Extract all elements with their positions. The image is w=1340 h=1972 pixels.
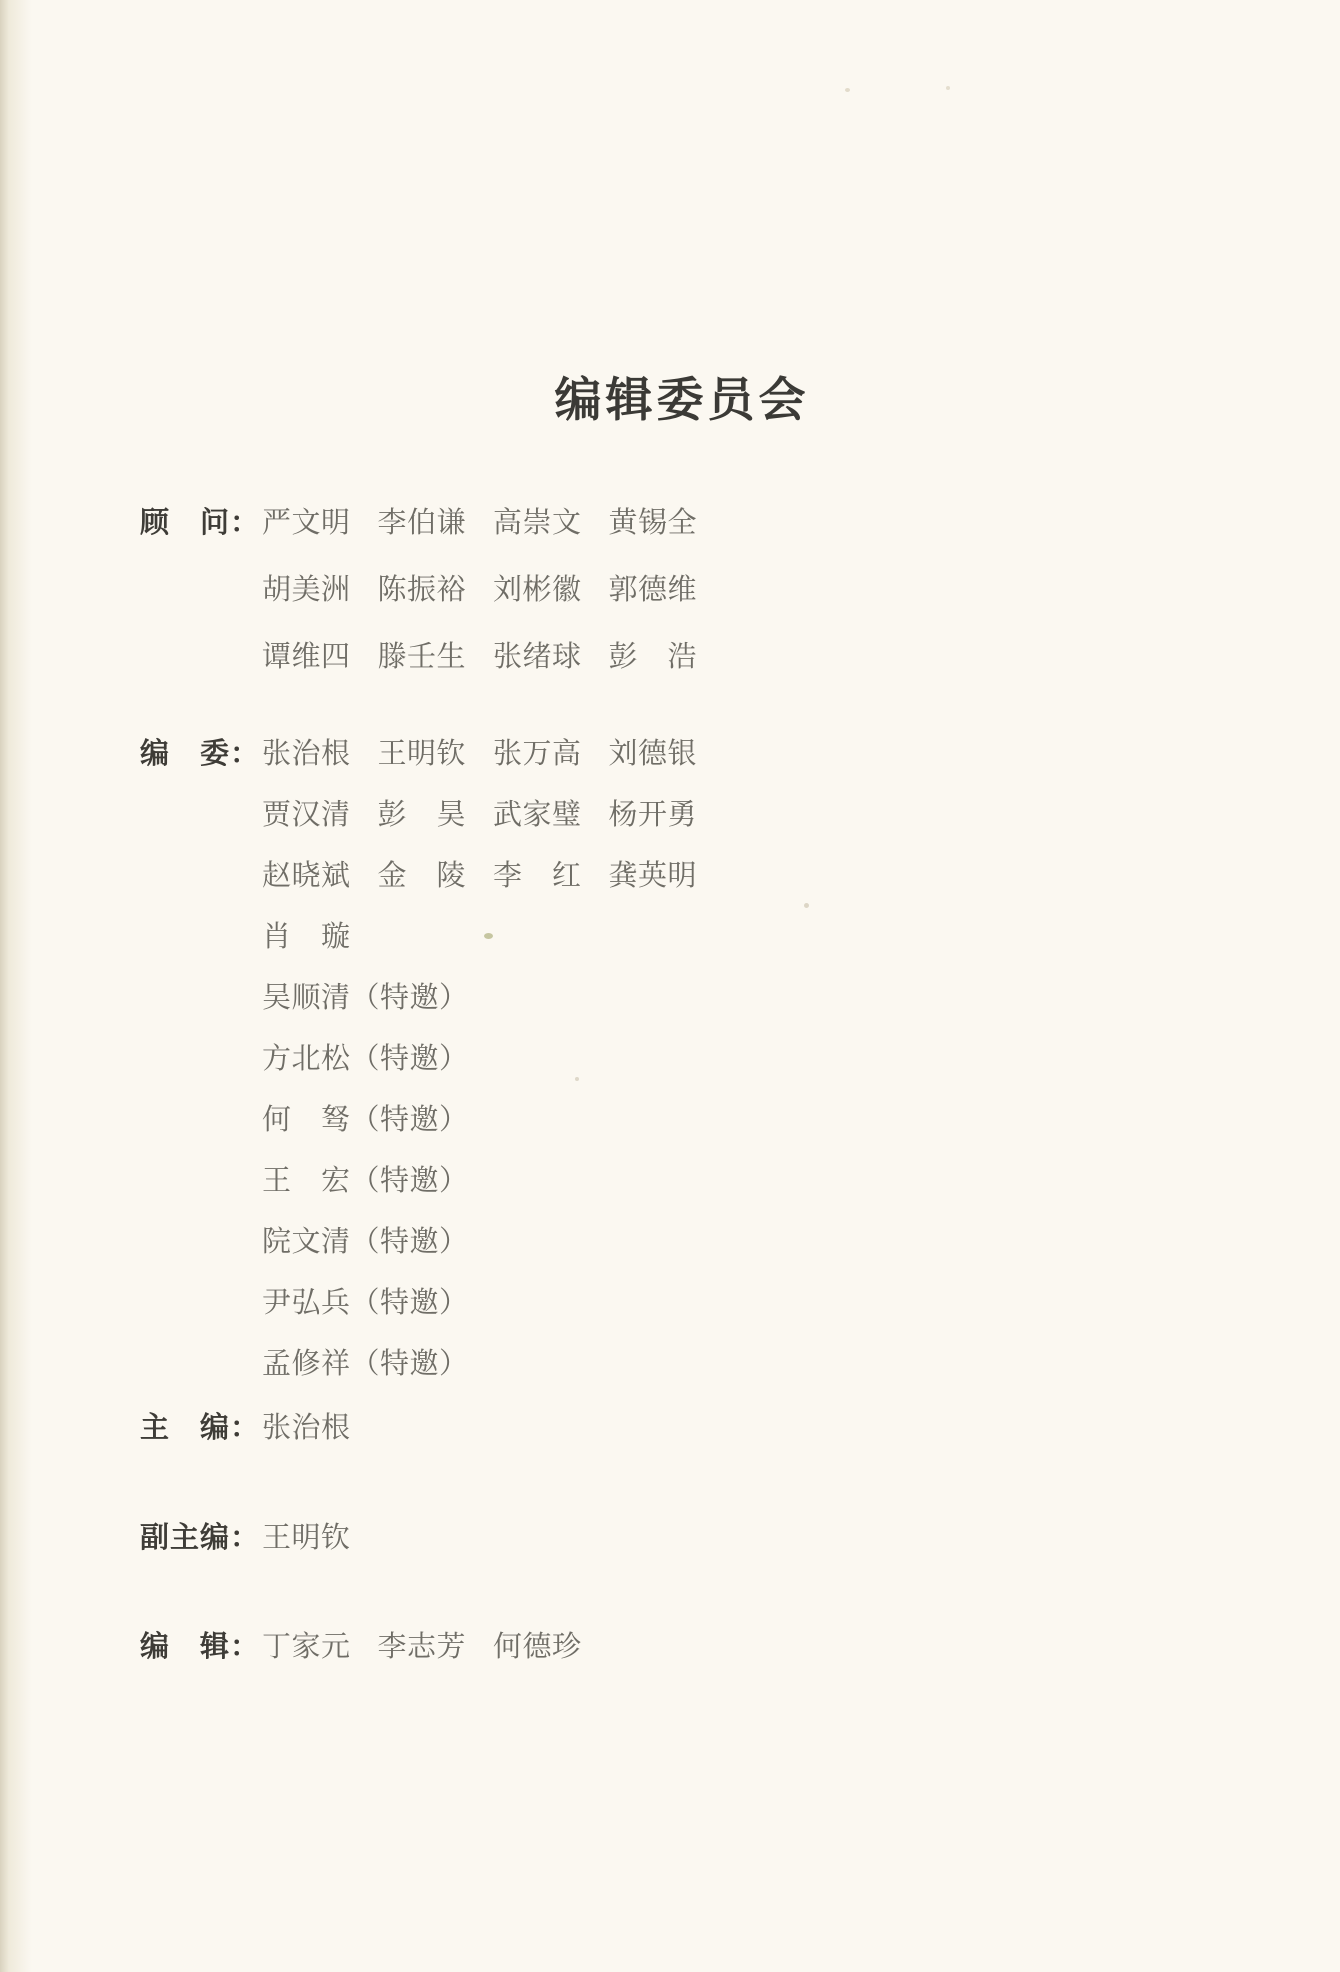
- member-name: 王 宏（特邀）: [262, 1165, 469, 1197]
- member-row: [262, 1336, 697, 1397]
- member-row: [262, 1275, 697, 1336]
- page-title: 编辑委员会: [554, 375, 810, 427]
- section-rows: [262, 492, 697, 693]
- committee-section: [140, 1517, 351, 1564]
- member-name: 胡美洲: [262, 574, 351, 606]
- member-row: [262, 1031, 697, 1092]
- member-name: 郭德维: [608, 574, 698, 606]
- member-row: [262, 626, 697, 693]
- member-name: 彭 浩: [608, 641, 698, 673]
- scan-speck: [804, 903, 809, 908]
- section-label: 编 辑：: [140, 1631, 261, 1663]
- member-name: 李志芳: [377, 1631, 467, 1663]
- scan-gutter-shadow: [0, 0, 34, 1972]
- member-row: [262, 1626, 582, 1673]
- member-name: 尹弘兵（特邀）: [262, 1287, 469, 1319]
- member-name: 方北松（特邀）: [262, 1043, 469, 1075]
- member-name: 王明钦: [262, 1522, 351, 1554]
- section-label: 编 委：: [140, 738, 261, 770]
- member-name: 张治根: [262, 1412, 351, 1444]
- section-label: 主 编：: [140, 1412, 261, 1444]
- member-name: 龚英明: [608, 860, 698, 892]
- member-row: [262, 559, 697, 626]
- member-name: 吴顺清（特邀）: [262, 982, 469, 1014]
- member-name: 孟修祥（特邀）: [262, 1348, 469, 1380]
- member-row: [262, 1517, 351, 1564]
- member-name: 刘德银: [608, 738, 698, 770]
- member-name: 武家璧: [493, 799, 582, 831]
- member-row: [262, 1153, 697, 1214]
- member-row: [262, 909, 697, 970]
- member-name: 金 陵: [377, 860, 467, 892]
- member-row: [262, 726, 697, 787]
- section-rows: [262, 1517, 351, 1564]
- section-label: 顾 问：: [140, 507, 261, 539]
- member-name: 谭维四: [262, 641, 351, 673]
- member-name: 高崇文: [493, 507, 582, 539]
- member-name: 丁家元: [262, 1631, 351, 1663]
- committee-section: [140, 1626, 582, 1673]
- member-row: [262, 970, 697, 1031]
- member-name: 滕壬生: [377, 641, 467, 673]
- member-name: 杨开勇: [608, 799, 698, 831]
- scan-speck: [946, 86, 950, 90]
- member-name: 李 红: [493, 860, 582, 892]
- member-name: 黄锡全: [608, 507, 698, 539]
- member-name: 陈振裕: [377, 574, 467, 606]
- member-name: 何 驽（特邀）: [262, 1104, 469, 1136]
- member-name: 严文明: [262, 507, 351, 539]
- committee-section: [140, 726, 697, 1397]
- member-name: 赵晓斌: [262, 860, 351, 892]
- section-rows: [262, 1407, 351, 1454]
- member-row: [262, 1407, 351, 1454]
- member-name: 张治根: [262, 738, 351, 770]
- committee-section: [140, 1407, 351, 1454]
- member-name: 刘彬徽: [493, 574, 582, 606]
- member-row: [262, 787, 697, 848]
- member-row: [262, 1092, 697, 1153]
- member-name: 贾汉清: [262, 799, 351, 831]
- member-name: 张绪球: [493, 641, 582, 673]
- member-name: 张万高: [493, 738, 582, 770]
- member-row: [262, 492, 697, 559]
- member-name: 院文清（特邀）: [262, 1226, 469, 1258]
- member-name: 李伯谦: [377, 507, 467, 539]
- member-name: 肖 璇: [262, 921, 351, 953]
- section-label: 副主编：: [140, 1522, 261, 1554]
- member-name: 何德珍: [493, 1631, 582, 1663]
- section-rows: [262, 726, 697, 1397]
- member-row: [262, 848, 697, 909]
- section-rows: [262, 1626, 582, 1673]
- member-row: [262, 1214, 697, 1275]
- member-name: 王明钦: [377, 738, 467, 770]
- member-name: 彭 昊: [377, 799, 467, 831]
- committee-section: [140, 492, 697, 693]
- scan-speck: [845, 88, 850, 92]
